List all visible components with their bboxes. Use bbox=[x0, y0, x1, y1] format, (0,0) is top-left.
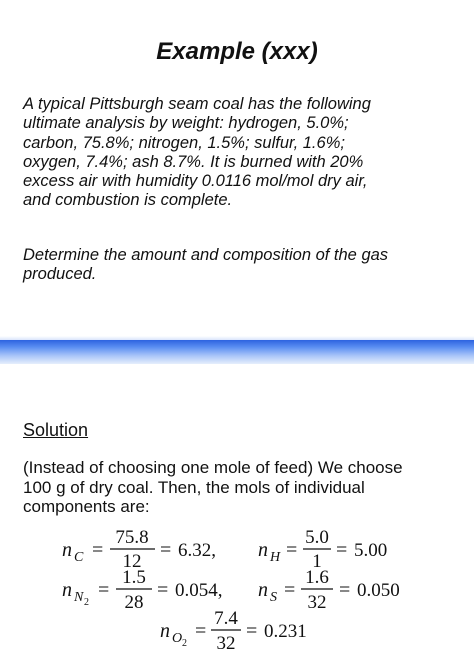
equation-n-s bbox=[258, 567, 400, 613]
eq-numerator: 7.4 bbox=[214, 608, 238, 629]
eq-denominator: 32 bbox=[216, 633, 236, 654]
eq-denominator: 1 bbox=[312, 551, 322, 572]
eq-equals: = bbox=[284, 579, 296, 601]
solution-line: 100 g of dry coal. Then, the mols of individual bbox=[23, 477, 365, 497]
equation-n-c bbox=[62, 527, 216, 572]
eq-sub: N bbox=[74, 590, 84, 605]
eq-var: n bbox=[62, 579, 72, 601]
solution-line: (Instead of choosing one mole of feed) We choose bbox=[23, 458, 403, 477]
eq-equals: = bbox=[339, 579, 351, 601]
problem-line: oxygen, 7.4%; ash 8.7%. It is burned with 20% bbox=[23, 152, 364, 171]
eq-sub: O bbox=[172, 631, 183, 646]
eq-sub: C bbox=[74, 550, 84, 565]
eq-result: 0.231 bbox=[264, 621, 307, 642]
solution-line: components are: bbox=[23, 497, 150, 516]
equation-n-n2 bbox=[62, 567, 223, 613]
eq-equals: = bbox=[195, 620, 207, 642]
eq-subsub: 2 bbox=[84, 597, 89, 608]
eq-var: n bbox=[258, 539, 268, 561]
eq-equals: = bbox=[160, 539, 172, 561]
problem-line: carbon, 75.8%; nitrogen, 1.5%; sulfur, 1.6%; bbox=[23, 133, 345, 152]
eq-result: 0.050 bbox=[357, 580, 400, 601]
eq-equals: = bbox=[336, 539, 348, 561]
eq-numerator: 1.6 bbox=[305, 567, 329, 588]
eq-var: n bbox=[160, 620, 170, 642]
eq-numerator: 75.8 bbox=[115, 527, 149, 548]
eq-denominator: 12 bbox=[122, 551, 142, 572]
eq-sub: S bbox=[270, 590, 277, 605]
problem-line: A typical Pittsburgh seam coal has the following bbox=[23, 95, 371, 113]
page-title: Example (xxx) bbox=[156, 38, 318, 65]
eq-equals: = bbox=[246, 620, 258, 642]
eq-numerator: 1.5 bbox=[122, 567, 146, 588]
eq-denominator: 28 bbox=[124, 592, 144, 613]
question-line: produced. bbox=[23, 265, 97, 284]
eq-var: n bbox=[258, 579, 268, 601]
eq-result: 0.054, bbox=[175, 580, 223, 601]
equation-n-o2 bbox=[160, 608, 307, 654]
problem-line: ultimate analysis by weight: hydrogen, 5.0%; bbox=[23, 114, 349, 133]
eq-var: n bbox=[62, 539, 72, 561]
eq-denominator: 32 bbox=[307, 592, 327, 613]
eq-result: 5.00 bbox=[354, 540, 388, 561]
eq-equals: = bbox=[98, 579, 110, 601]
problem-line: and combustion is complete. bbox=[23, 191, 233, 210]
eq-numerator: 5.0 bbox=[305, 527, 329, 548]
equation-n-h bbox=[258, 527, 387, 572]
eq-result: 6.32, bbox=[178, 540, 216, 561]
solution-heading: Solution bbox=[23, 420, 89, 440]
eq-sub: H bbox=[270, 550, 281, 565]
eq-subsub: 2 bbox=[182, 638, 187, 649]
eq-equals: = bbox=[157, 579, 169, 601]
question-line: Determine the amount and composition of the gas bbox=[23, 246, 389, 264]
eq-equals: = bbox=[286, 539, 298, 561]
problem-line: excess air with humidity 0.0116 mol/mol dry air, bbox=[23, 172, 368, 191]
eq-equals: = bbox=[92, 539, 104, 561]
